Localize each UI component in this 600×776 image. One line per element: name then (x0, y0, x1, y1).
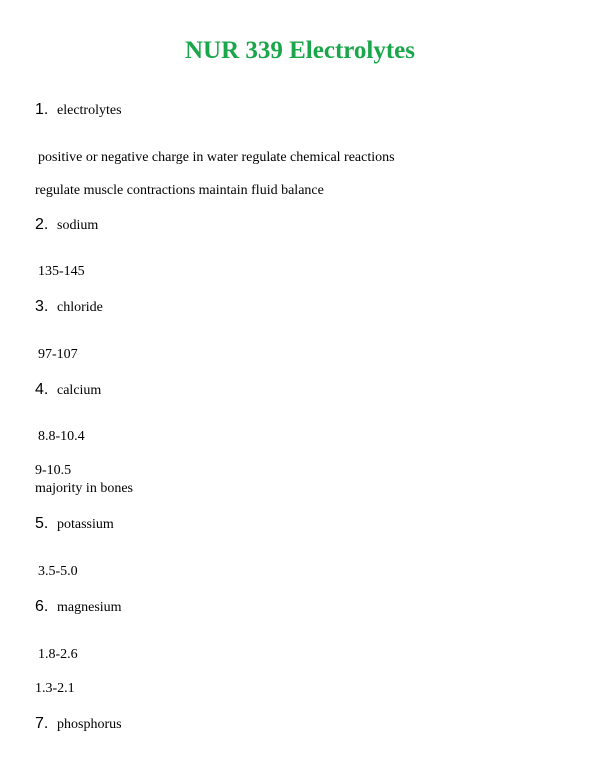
item-definition-line: 9-10.5 (35, 463, 72, 478)
item-definition-line: 3.5-5.0 (38, 564, 78, 579)
item-definition-line: majority in bones (35, 481, 133, 496)
item-number: 4. (35, 381, 49, 398)
item-number: 2. (35, 216, 49, 233)
item-term: magnesium (57, 600, 122, 615)
item-number: 3. (35, 298, 49, 315)
item-number: 5. (35, 515, 49, 532)
item-term: potassium (57, 517, 114, 532)
item-definition-line: 135-145 (38, 264, 85, 279)
item-number: 1. (35, 101, 49, 118)
item-term: electrolytes (57, 103, 122, 118)
page-title: NUR 339 Electrolytes (184, 37, 416, 64)
item-term: chloride (57, 300, 103, 315)
item-term: sodium (57, 218, 99, 233)
item-definition-line: 1.3-2.1 (35, 681, 75, 696)
item-term: calcium (57, 383, 102, 398)
item-definition-line: 1.8-2.6 (38, 647, 78, 662)
item-term: phosphorus (57, 717, 122, 732)
item-number: 7. (35, 715, 49, 732)
item-definition-line: positive or negative charge in water regulate chemical reactions (38, 150, 395, 165)
item-definition-line: 8.8-10.4 (38, 429, 85, 444)
item-definition-line: 97-107 (38, 347, 78, 362)
item-definition-line: regulate muscle contractions maintain fluid balance (35, 183, 324, 198)
item-number: 6. (35, 598, 49, 615)
